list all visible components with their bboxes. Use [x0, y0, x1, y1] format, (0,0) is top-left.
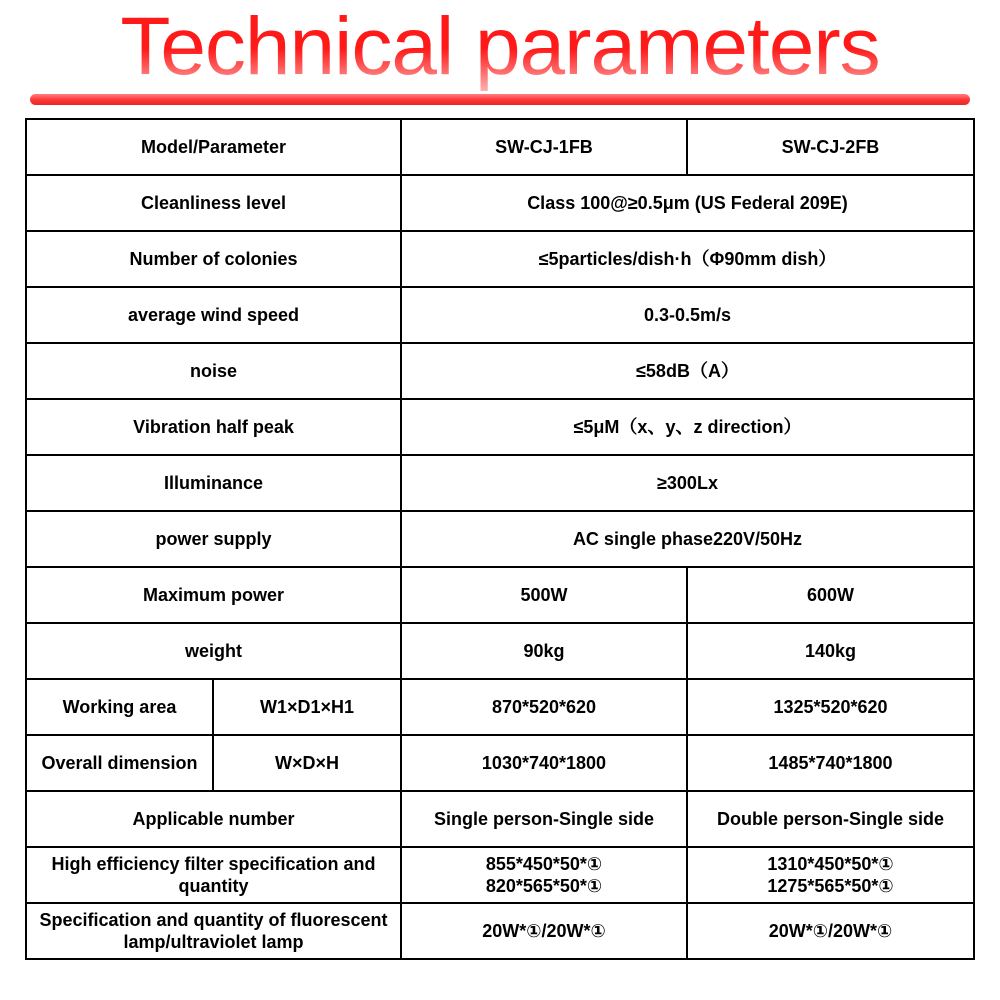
filter-model1-line2: 820*565*50*① — [485, 876, 603, 896]
technical-parameters-table — [25, 118, 975, 960]
table-row — [26, 343, 974, 399]
table-row — [26, 231, 974, 287]
page-title: Technical parameters — [0, 2, 1000, 92]
weight-model1-cell: 90kg — [401, 623, 687, 679]
table-row — [26, 511, 974, 567]
colonies-value-cell: ≤5particles/dish·h（Φ90mm dish） — [401, 231, 974, 287]
table-row — [26, 119, 974, 175]
noise-label-cell: noise — [26, 343, 401, 399]
wind-speed-label-cell: average wind speed — [26, 287, 401, 343]
applicable-number-model1-cell: Single person-Single side — [401, 791, 687, 847]
table-row — [26, 623, 974, 679]
lamp-model1-cell: 20W*①/20W*① — [401, 903, 687, 959]
overall-dimension-label-cell: Overall dimension — [26, 735, 213, 791]
header-model1-cell: SW-CJ-1FB — [401, 119, 687, 175]
table-row — [26, 399, 974, 455]
weight-label-cell: weight — [26, 623, 401, 679]
filter-model1-cell — [401, 847, 687, 903]
max-power-model1-cell: 500W — [401, 567, 687, 623]
illuminance-label-cell: Illuminance — [26, 455, 401, 511]
filter-model1-line1: 855*450*50*① — [485, 854, 603, 874]
max-power-label-cell: Maximum power — [26, 567, 401, 623]
table-row — [26, 679, 974, 735]
table-row — [26, 847, 974, 903]
filter-model2-cell — [687, 847, 974, 903]
working-area-model1-cell: 870*520*620 — [401, 679, 687, 735]
vibration-label-cell: Vibration half peak — [26, 399, 401, 455]
table-row — [26, 735, 974, 791]
power-supply-value-cell: AC single phase220V/50Hz — [401, 511, 974, 567]
working-area-model2-cell: 1325*520*620 — [687, 679, 974, 735]
overall-dimension-unit-cell: W×D×H — [213, 735, 401, 791]
filter-model2-line1: 1310*450*50*① — [767, 854, 894, 874]
table-row — [26, 791, 974, 847]
working-area-label-cell: Working area — [26, 679, 213, 735]
title-underline-bar — [30, 94, 970, 105]
lamp-model2-cell: 20W*①/20W*① — [687, 903, 974, 959]
power-supply-label-cell: power supply — [26, 511, 401, 567]
lamp-label-cell: Specification and quantity of fluorescent lamp/ultraviolet lamp — [26, 903, 401, 959]
table-row — [26, 903, 974, 959]
vibration-value-cell: ≤5μM（x、y、z direction） — [401, 399, 974, 455]
table-row — [26, 287, 974, 343]
noise-value-cell: ≤58dB（A） — [401, 343, 974, 399]
overall-dimension-model2-cell: 1485*740*1800 — [687, 735, 974, 791]
max-power-model2-cell: 600W — [687, 567, 974, 623]
weight-model2-cell: 140kg — [687, 623, 974, 679]
header-label-cell: Model/Parameter — [26, 119, 401, 175]
illuminance-value-cell: ≥300Lx — [401, 455, 974, 511]
wind-speed-value-cell: 0.3-0.5m/s — [401, 287, 974, 343]
table-row — [26, 455, 974, 511]
colonies-label-cell: Number of colonies — [26, 231, 401, 287]
table-row — [26, 175, 974, 231]
cleanliness-label-cell: Cleanliness level — [26, 175, 401, 231]
applicable-number-label-cell: Applicable number — [26, 791, 401, 847]
applicable-number-model2-cell: Double person-Single side — [687, 791, 974, 847]
overall-dimension-model1-cell: 1030*740*1800 — [401, 735, 687, 791]
header-model2-cell: SW-CJ-2FB — [687, 119, 974, 175]
cleanliness-value-cell: Class 100@≥0.5μm (US Federal 209E) — [401, 175, 974, 231]
table-row — [26, 567, 974, 623]
working-area-unit-cell: W1×D1×H1 — [213, 679, 401, 735]
filter-model2-line2: 1275*565*50*① — [767, 876, 894, 896]
filter-label-cell: High efficiency filter specification and quantity — [26, 847, 401, 903]
